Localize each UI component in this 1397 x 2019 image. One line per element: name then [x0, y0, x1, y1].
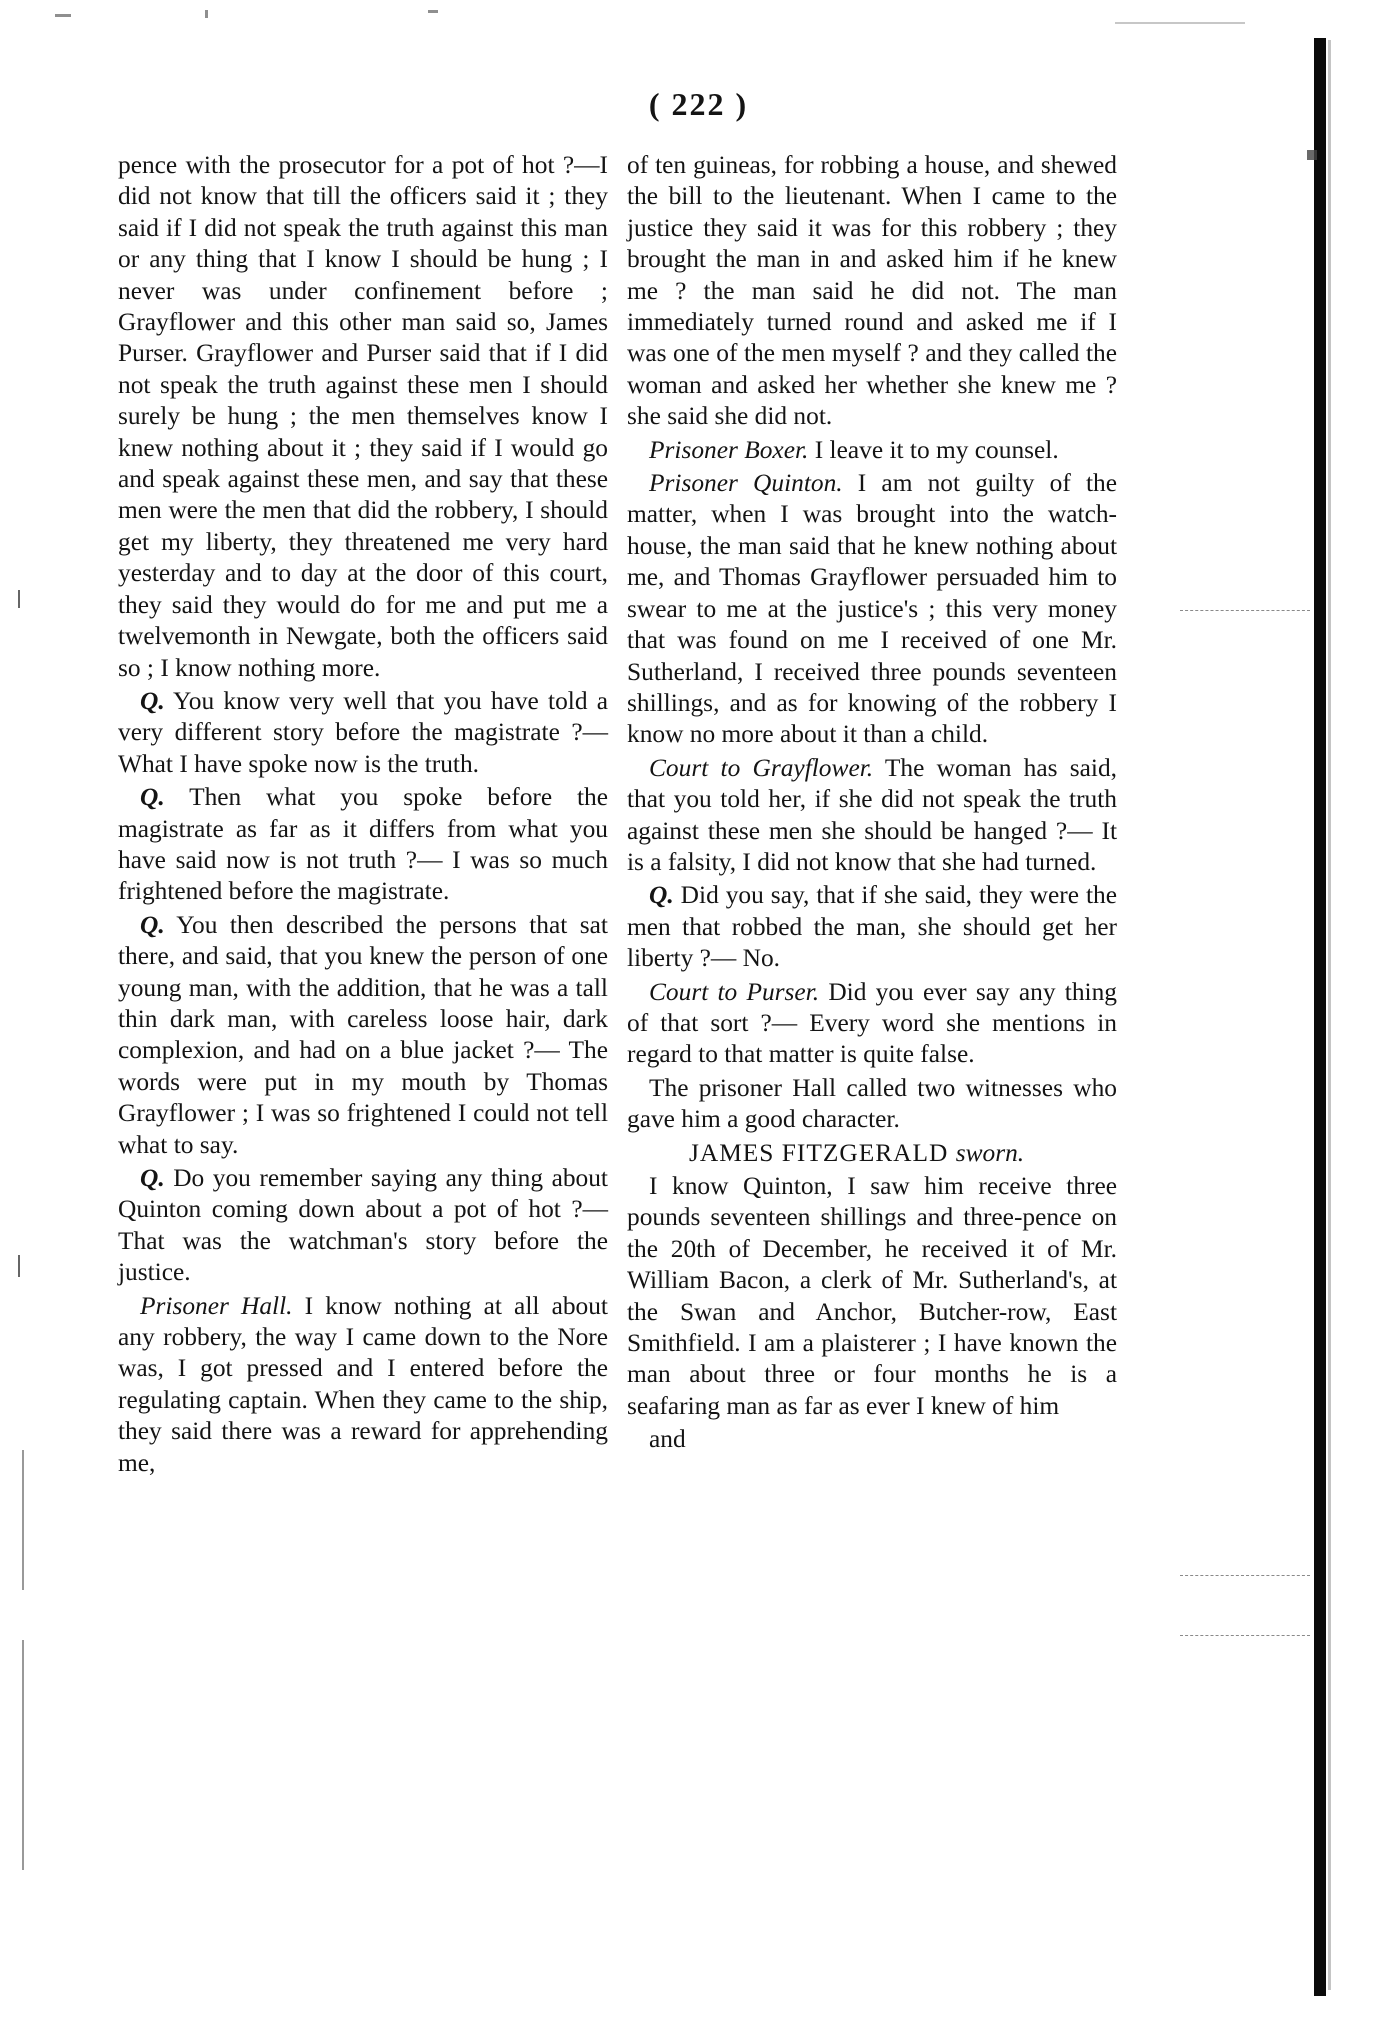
paragraph	[627, 753, 1117, 879]
catchword: and	[649, 1425, 686, 1454]
witness-heading	[627, 1138, 1117, 1169]
paragraph-text: Then what you spoke before the magistrate as far as it differs from what you have said now is not truth ?— I was so much frightened before the magistrate.	[118, 783, 608, 906]
scan-mark	[22, 1640, 24, 1870]
paragraph	[118, 910, 608, 1161]
scan-speck	[1115, 22, 1245, 24]
scan-mark	[18, 1255, 20, 1277]
paragraph	[627, 1073, 1117, 1136]
paragraph-text: Did you say, that if she said, they were the men that robbed the man, she should get her liberty ?— No.	[627, 881, 1117, 973]
paragraph	[118, 1291, 608, 1479]
speaker-label: Prisoner Boxer.	[649, 435, 809, 464]
question-marker: Q.	[140, 1164, 165, 1192]
paragraph	[118, 1163, 608, 1289]
paragraph	[627, 1171, 1117, 1422]
paragraph	[118, 782, 608, 908]
scan-mark	[1180, 1575, 1310, 1576]
scan-mark	[1180, 610, 1310, 611]
question-marker: Q.	[140, 783, 165, 812]
paragraph	[627, 435, 1117, 466]
paragraph-text: Did you ever say any thing of that sort ?— Every word she mentions in regard to that matter is quite false.	[627, 977, 1117, 1069]
speaker-label: Court to Purser.	[649, 977, 820, 1006]
paragraph-text: of ten guineas, for robbing a house, and shewed the bill to the lieutenant. When I came to the justice they said it was for this robbery ; they brought the man in and asked him if he knew me ? the man said he did not. The man immediately turned round and asked me if I was one of the men myself ? and they called the woman and asked her whether she knew me ? she said she did not.	[627, 151, 1117, 431]
question-marker: Q.	[649, 881, 674, 910]
binding-edge	[1314, 38, 1326, 1996]
scan-mark	[1180, 1635, 1310, 1636]
speaker-label: Prisoner Quinton.	[649, 469, 843, 498]
binding-shadow	[1328, 40, 1331, 1990]
paragraph	[627, 880, 1117, 974]
question-marker: Q.	[140, 686, 165, 715]
scan-speck	[205, 10, 208, 18]
right-column	[627, 150, 1117, 1458]
witness-name: JAMES FITZGERALD	[689, 1138, 949, 1167]
scan-mark	[18, 590, 20, 608]
paragraph-text: You then described the persons that sat there, and said, that you knew the person of one young man, with the addition, that he was a tall thin dark man, with careless loose hair, dark complexion, and had on a blue jacket ?— The words were put in my mouth by Thomas Grayflower ; I was so frightened I could not tell what to say.	[118, 910, 608, 1159]
paragraph-text: Do you remember saying any thing about Quinton coming down about a pot of hot ?— That was the watchman's story before the justice.	[118, 1164, 608, 1287]
page-number: ( 222 )	[648, 86, 749, 122]
left-column	[118, 150, 608, 1481]
scan-mark	[22, 1450, 24, 1590]
paragraph	[118, 686, 608, 780]
paragraph	[627, 150, 1117, 433]
paragraph-text: I know nothing at all about any robbery, the way I came down to the Nore was, I got pressed and I entered before the regulating captain. When they came to the ship, they said there was a reward for apprehending me,	[118, 1291, 608, 1477]
paragraph-text: I am not guilty of the matter, when I was brought into the watch-house, the man said that he knew nothing about me, and Thomas Grayflower persuaded him to swear to me at the justice's ; this very money that was found on me I received of one Mr. Sutherland, I received three pounds seventeen shillings, and as for knowing of the robbery I know no more about it than a child.	[627, 469, 1117, 749]
paragraph-text: I leave it to my counsel.	[814, 435, 1059, 464]
paragraph	[627, 977, 1117, 1071]
speaker-label: Prisoner Hall.	[140, 1291, 293, 1320]
paragraph-text: The prisoner Hall called two witnesses who gave him a good character.	[627, 1073, 1117, 1134]
paragraph	[627, 468, 1117, 751]
scan-speck	[428, 10, 438, 13]
sworn-label: sworn.	[955, 1138, 1025, 1167]
paragraph-text: The woman has said, that you told her, if she did not speak the truth against these men she should be hanged ?— It is a falsity, I did not know that she had turned.	[627, 753, 1117, 876]
speaker-label: Court to Grayflower.	[649, 753, 874, 782]
paragraph-text: I know Quinton, I saw him receive three pounds seventeen shillings and three-pence on the 20th of December, he received it of Mr. William Bacon, a clerk of Mr. Sutherland's, at the Swan and Anchor, Butcher-row, East Smithfield. I am a plaisterer ; I have known the man about three or four months he is a seafaring man as far as ever I knew of him	[627, 1172, 1117, 1420]
paragraph-text: pence with the prosecutor for a pot of hot ?—I did not know that till the officers said it ; they said if I did not speak the truth against this man or any thing that I know I should be hung ; I never was under confinement before ; Grayflower and this other man said so, James Purser. Grayflower and Purser said that if I did not speak the truth against these men I should surely be hung ; the men themselves know I knew nothing about it ; they said if I would go and speak against these men, and say that these men were the men that did the robbery, I should get my liberty, they threatened me very hard yesterday and to day at the door of this court, they said they would do for me and put me a twelvemonth in Newgate, both the officers said so ; I know nothing more.	[118, 151, 608, 682]
question-marker: Q.	[140, 910, 165, 939]
paragraph	[118, 150, 608, 684]
scan-speck	[55, 14, 71, 17]
paragraph-text: You know very well that you have told a very different story before the magistrate ?— What I have spoke now is the truth.	[118, 686, 609, 778]
scan-speck	[1307, 150, 1317, 160]
